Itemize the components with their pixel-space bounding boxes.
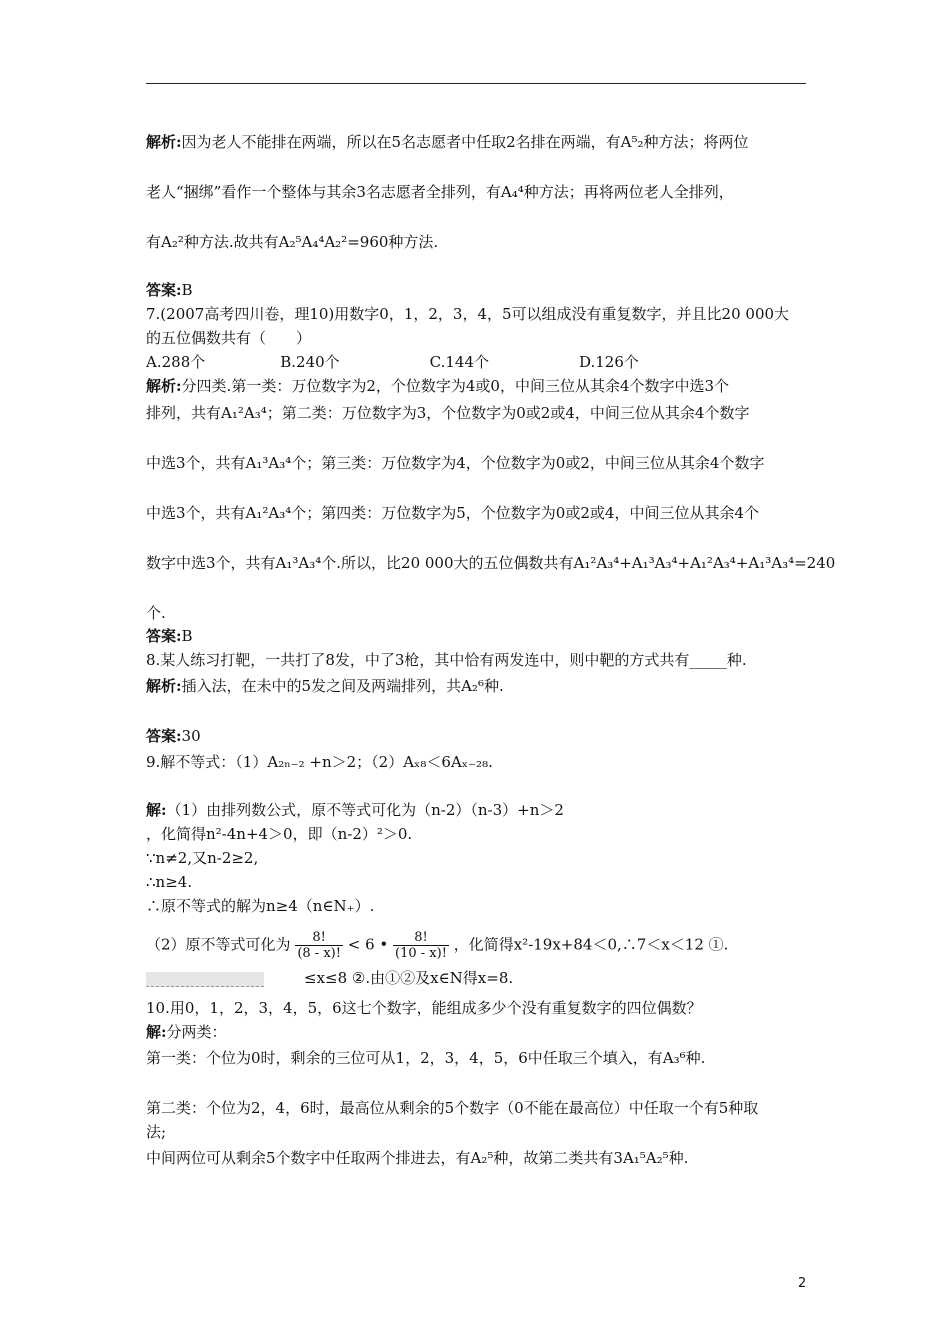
text-line bbox=[146, 726, 201, 746]
inequality-2-line bbox=[146, 930, 728, 961]
line-text: （1）由排列数公式，原不等式可化为（n-2）（n-3）+n＞2 bbox=[166, 801, 564, 819]
line-text: 插入法，在未中的5发之间及两端排列，共A₂⁶种. bbox=[181, 677, 504, 695]
line-text: 法; bbox=[146, 1123, 167, 1141]
line-text: 10.用0，1，2，3，4，5，6这七个数字，能组成多少个没有重复数字的四位偶数？ bbox=[146, 999, 702, 1017]
text-line bbox=[146, 1148, 688, 1168]
line-text: 分四类.第一类：万位数字为2，个位数字为4或0，中间三位从其余4个数字中选3个 bbox=[181, 377, 730, 395]
text-line bbox=[146, 872, 192, 892]
text-line bbox=[146, 800, 564, 820]
text-line bbox=[146, 403, 749, 423]
ineq2-prefix: （2）原不等式可化为 bbox=[146, 935, 291, 954]
text-line bbox=[146, 1122, 166, 1142]
line-label: 答案: bbox=[146, 281, 182, 299]
line-text: 个. bbox=[146, 604, 166, 622]
line-label: 解析: bbox=[146, 133, 182, 151]
text-line bbox=[146, 352, 639, 372]
line-label: 解析: bbox=[146, 377, 182, 395]
garbled-formula-image bbox=[146, 972, 264, 987]
line-text: 第一类：个位为0时，剩余的三位可从1，2，3，4，5，6中任取三个填入，有A₃⁶种. bbox=[146, 1049, 706, 1067]
text-line bbox=[146, 1048, 705, 1068]
fraction-2 bbox=[393, 930, 449, 961]
text-line bbox=[146, 603, 166, 623]
text-line bbox=[146, 503, 759, 523]
text-line bbox=[304, 968, 513, 988]
text-line bbox=[146, 896, 374, 916]
page-number: 2 bbox=[798, 1276, 807, 1291]
line-text: ，化简得n²-4n+4＞0，即（n-2）²＞0. bbox=[146, 825, 413, 843]
fraction-1 bbox=[295, 930, 343, 961]
line-label: 解: bbox=[146, 801, 167, 819]
line-text: 的五位偶数共有（ ） bbox=[146, 329, 312, 347]
ineq2-mid: < 6 • bbox=[347, 935, 389, 954]
text-line bbox=[146, 182, 734, 202]
text-line bbox=[146, 998, 702, 1018]
text-line bbox=[146, 280, 193, 300]
line-text: 因为老人不能排在两端，所以在5名志愿者中任取2名排在两端，有A⁵₂种方法；将两位 bbox=[181, 133, 749, 151]
line-text: 30 bbox=[181, 727, 201, 745]
line-text: 第二类：个位为2，4，6时，最高位从剩余的5个数字（0不能在最高位）中任取一个有5种取 bbox=[146, 1099, 759, 1117]
line-text: 中间两位可从剩余5个数字中任取两个排进去，有A₂⁵种，故第二类共有3A₁⁵A₂⁵种. bbox=[146, 1149, 689, 1167]
line-text: ∵n≠2,又n-2≥2, bbox=[146, 849, 259, 867]
line-text: B bbox=[181, 627, 193, 645]
line-label: 解: bbox=[146, 1023, 167, 1041]
text-line bbox=[146, 1098, 758, 1118]
text-line bbox=[146, 1022, 227, 1042]
text-line bbox=[146, 553, 835, 573]
text-line bbox=[146, 453, 764, 473]
line-text: 排列，共有A₁²A₃⁴；第二类：万位数字为3，个位数字为0或2或4，中间三位从其余4个数字 bbox=[146, 404, 750, 422]
garbled-formula-line bbox=[146, 968, 264, 988]
line-label: 答案: bbox=[146, 627, 182, 645]
line-text: 8.某人练习打靶，一共打了8发，中了3枪，其中恰有两发连中，则中靶的方式共有_____种. bbox=[146, 651, 747, 669]
text-line bbox=[146, 304, 789, 324]
line-text: 7.(2007高考四川卷，理10)用数字0，1，2，3，4，5可以组成没有重复数字，并且比20 000大 bbox=[146, 305, 790, 323]
line-text: B bbox=[181, 281, 193, 299]
line-text: ≤x≤8 ②.由①②及x∈N得x=8. bbox=[304, 969, 514, 987]
text-line bbox=[146, 376, 729, 396]
line-text: 老人“捆绑”看作一个整体与其余3名志愿者全排列，有A₄⁴种方法；再将两位老人全排列， bbox=[146, 183, 734, 201]
text-line bbox=[146, 328, 311, 348]
text-line bbox=[146, 132, 749, 152]
line-label: 答案: bbox=[146, 727, 182, 745]
line-text: 数字中选3个，共有A₁³A₃⁴个.所以，比20 000大的五位偶数共有A₁²A₃⁴+A₁³A₃⁴+A₁²A₃⁴+A₁³A₃⁴=240 bbox=[146, 554, 836, 572]
line-text: ∴原不等式的解为n≥4（n∈N₊）. bbox=[146, 897, 375, 915]
fraction-1-numerator: 8! bbox=[295, 930, 343, 946]
text-line bbox=[146, 752, 493, 772]
text-line bbox=[146, 676, 504, 696]
fraction-2-denominator: (10 - x)! bbox=[395, 946, 447, 961]
fraction-1-denominator: (8 - x)! bbox=[297, 946, 341, 961]
line-text: 9.解不等式：（1）A₂ₙ₋₂ +n＞2；（2）Aₓ₈＜6Aₓ₋₂₈. bbox=[146, 753, 493, 771]
line-text: A.288个 B.240个 C.144个 D.126个 bbox=[146, 353, 639, 371]
text-line bbox=[146, 824, 412, 844]
text-line bbox=[146, 650, 747, 670]
fraction-2-numerator: 8! bbox=[393, 930, 449, 946]
line-text: 有A₂²种方法.故共有A₂⁵A₄⁴A₂²=960种方法. bbox=[146, 233, 439, 251]
text-line bbox=[146, 232, 438, 252]
line-label: 解析: bbox=[146, 677, 182, 695]
text-line bbox=[146, 848, 258, 868]
ineq2-suffix: ，化简得x²-19x+84＜0,∴7＜x＜12 ①. bbox=[453, 935, 729, 954]
line-text: ∴n≥4. bbox=[146, 873, 193, 891]
header-rule bbox=[146, 83, 806, 84]
text-line bbox=[146, 626, 193, 646]
line-text: 中选3个，共有A₁³A₃⁴个；第三类：万位数字为4，个位数字为0或2，中间三位从其余4个数字 bbox=[146, 454, 765, 472]
line-text: 中选3个，共有A₁²A₃⁴个；第四类：万位数字为5，个位数字为0或2或4，中间三位从其余4个 bbox=[146, 504, 759, 522]
line-text: 分两类： bbox=[166, 1023, 227, 1041]
